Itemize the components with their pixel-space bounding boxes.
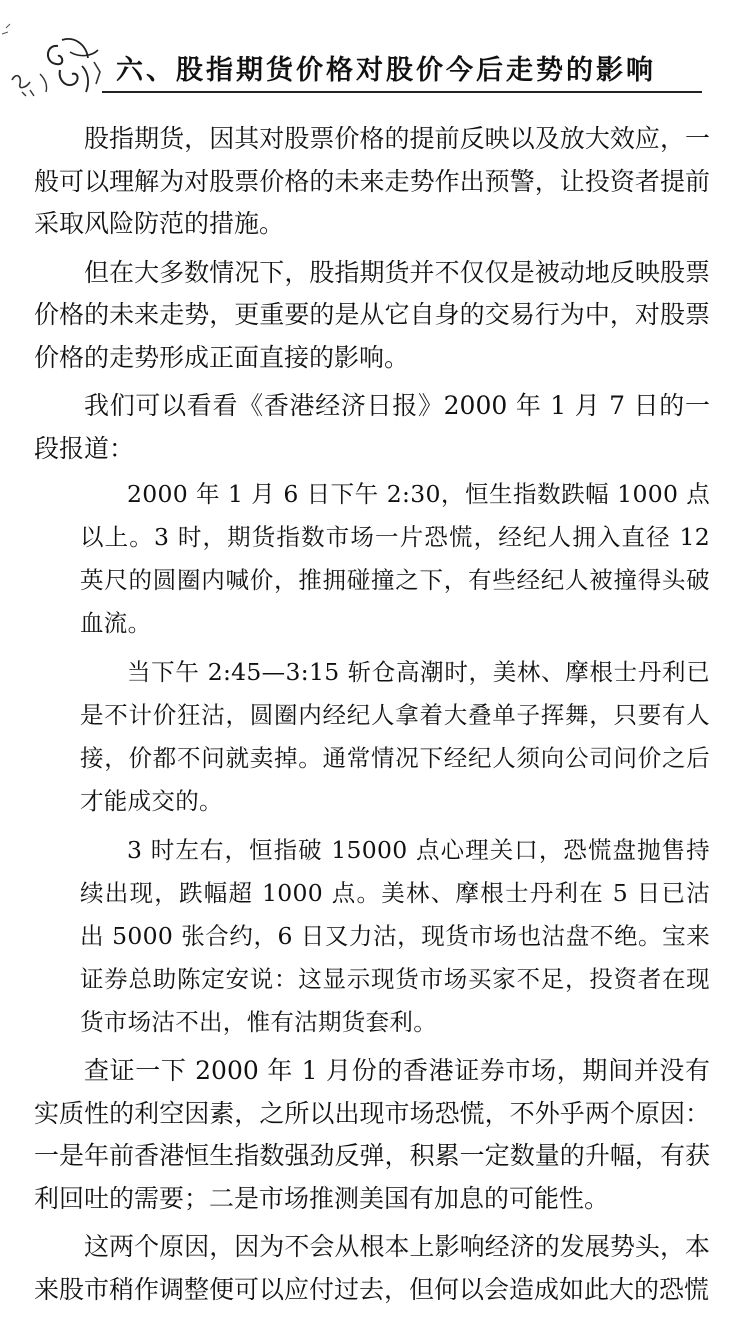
decorative-ornament-icon bbox=[0, 22, 118, 100]
quote-paragraph-1: 2000 年 1 月 6 日下午 2:30，恒生指数跌幅 1000 点以上。3 时，期货指数市场一片恐慌，经纪人拥入直径 12 英尺的圆圈内喊价，推拥碰撞之下，有些经纪人被撞得头破血流。 bbox=[80, 480, 710, 637]
paragraph-5: 这两个原因，因为不会从根本上影响经济的发展势头，本来股市稍作调整便可以应付过去，但何以会造成如此大的恐慌 bbox=[34, 1232, 710, 1304]
paragraph-1: 股指期货，因其对股票价格的提前反映以及放大效应，一般可以理解为对股票价格的未来走势作出预警，让投资者提前采取风险防范的措施。 bbox=[34, 124, 710, 238]
paragraph-2: 但在大多数情况下，股指期货并不仅仅是被动地反映股票价格的未来走势，更重要的是从它自身的交易行为中，对股票价格的走势形成正面直接的影响。 bbox=[34, 257, 710, 372]
body-text bbox=[34, 118, 710, 1317]
paragraph-4: 查证一下 2000 年 1 月份的香港证券市场，期间并没有实质性的利空因素，之所以出现市场恐慌，不外乎两个原因：一是年前香港恒生指数强劲反弹，积累一定数量的升幅，有获利回吐的需要；二是市场推测美国有加息的可能性。 bbox=[34, 1056, 710, 1213]
quote-paragraph-3: 3 时左右，恒指破 15000 点心理关口，恐慌盘抛售持续出现，跌幅超 1000 点。美林、摩根士丹利在 5 日已沽出 5000 张合约，6 日又力沽，现货市场也沽盘不绝。宝来证券总助陈定安说：这显示现货市场买家不足，投资者在现货市场沽不出，惟有沽期货套利。 bbox=[80, 836, 710, 1036]
quote-paragraph-2: 当下午 2:45—3:15 斩仓高潮时，美林、摩根士丹利已是不计价狂沽，圆圈内经纪人拿着大叠单子挥舞，只要有人接，价都不问就卖掉。通常情况下经纪人须向公司问价之后才能成交的。 bbox=[80, 658, 710, 815]
header-divider bbox=[102, 91, 702, 93]
paragraph-3: 我们可以看看《香港经济日报》2000 年 1 月 7 日的一段报道： bbox=[34, 391, 710, 463]
chapter-section-title: 六、股指期货价格对股价今后走势的影响 bbox=[116, 55, 656, 86]
